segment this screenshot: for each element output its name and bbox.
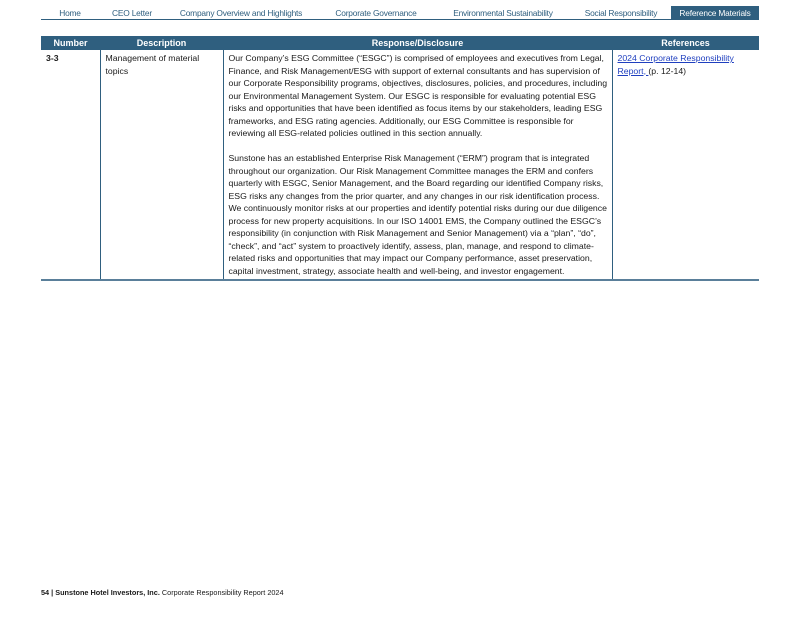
footer-separator: | <box>49 588 56 597</box>
nav-home[interactable]: Home <box>59 7 81 18</box>
header-description: Description <box>100 36 223 50</box>
footer-report-title: Corporate Responsibility Report 2024 <box>159 588 284 597</box>
nav-social-responsibility[interactable]: Social Responsibility <box>584 7 658 18</box>
response-paragraph: Our Company’s ESG Committee (“ESGC”) is comprised of employees and executives from Legal, Finance, and Risk Management/ESG with support of external consultants and has supervision of our Corporate Responsibility programs, objectives, disclosures, policies, and procedures, including our Environmental Management System. Our ESGC is responsible for evaluating potential ESG risks and opportunities that have been identified as focus items by our stakeholders, leading ESG frameworks, and ESG rating agencies. Additionally, our ESG Committee is responsible for reviewing all ESG-related policies outlined in this section annually. <box>228 53 608 138</box>
nav-corporate-governance[interactable]: Corporate Governance <box>335 7 417 18</box>
table-row <box>41 50 759 280</box>
nav-reference-materials[interactable]: Reference Materials <box>671 6 759 19</box>
footer-company: Sunstone Hotel Investors, Inc. <box>55 588 160 597</box>
reference-pages: (p. 12-14) <box>648 65 687 76</box>
reference-link[interactable]: 2024 Corporate Responsibility Report, <box>617 53 734 76</box>
nav-company-overview[interactable]: Company Overview and Highlights <box>179 7 303 18</box>
row-description: Management of material topics <box>100 50 223 280</box>
nav-ceo-letter[interactable]: CEO Letter <box>112 7 152 18</box>
header-response: Response/Disclosure <box>223 36 612 50</box>
row-references <box>612 50 759 280</box>
response-paragraph: Sunstone has an established Enterprise Risk Management (“ERM”) program that is integrated throughout our organization. Our Risk Management Committee manages the ERM and confers quarterly with ESGC, Senior Management, and the Board regarding our identified Company risks, ESG risks any changes from the prior quarter, and any changes in our risk identification process. We continuously monitor risks at our properties and identify potential risks during our due diligence process for new property acquisitions. In our ISO 14001 EMS, the Company outlined the ESGC’s responsibility (in conjunction with Risk Management and Senior Management) via a “plan”, “do”, “check”, and “act” system to proactively identify, assess, plan, manage, and respond to climate-related risks and opportunities that may impact our Company performance, asset preservation, capital investment, strategy, associate health and well-being, and investor engagement. <box>228 153 607 276</box>
reference-table <box>41 36 759 281</box>
top-navigation <box>41 6 759 20</box>
header-references: References <box>612 36 759 50</box>
row-response <box>223 50 612 280</box>
header-number: Number <box>41 36 100 50</box>
table-header-row <box>41 36 759 50</box>
row-number: 3-3 <box>41 50 100 280</box>
page-footer <box>41 588 284 597</box>
nav-environmental-sustainability[interactable]: Environmental Sustainability <box>453 7 553 18</box>
page-number: 54 <box>41 588 50 597</box>
